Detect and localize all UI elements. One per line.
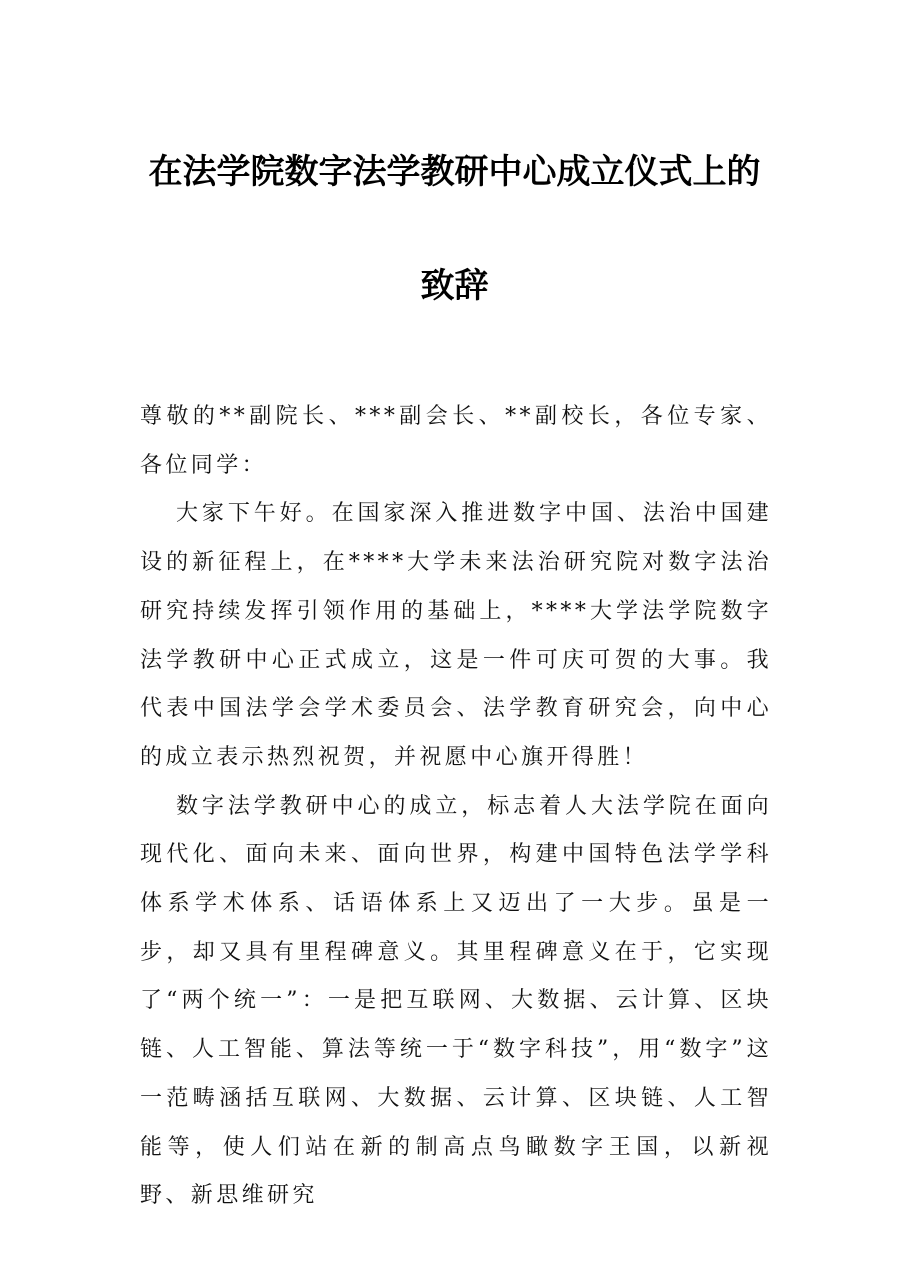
salutation-paragraph: 尊敬的**副院长、***副会长、**副校长，各位专家、各位同学： xyxy=(140,404,772,478)
document-body xyxy=(140,393,772,1221)
body-paragraph: 数字法学教研中心的成立，标志着人大法学院在面向现代化、面向未来、面向世界，构建中国特色法学学科体系学术体系、话语体系上又迈出了一大步。虽是一步，却又具有里程碑意义。其里程碑意义在于，它实现了“两个统一”：一是把互联网、大数据、云计算、区块链、人工智能、算法等统一于“数字科技”，用“数字”这一范畴涵括互联网、大数据、云计算、区块链、人工智能等，使人们站在新的制高点鸟瞰数字王国，以新视野、新思维研究 xyxy=(140,793,772,1209)
document-title-line-1: 在法学院数字法学教研中心成立仪式上的 xyxy=(148,152,761,192)
body-paragraph: 大家下午好。在国家深入推进数字中国、法治中国建设的新征程上，在****大学未来法治研究院对数字法治研究持续发挥引领作用的基础上，****大学法学院数字法学教研中心正式成立，这是一件可庆可贺的大事。我代表中国法学会学术委员会、法学教育研究会，向中心的成立表示热烈祝贺，并祝愿中心旗开得胜！ xyxy=(140,501,772,770)
document-title-line-2: 致辞 xyxy=(420,266,489,306)
